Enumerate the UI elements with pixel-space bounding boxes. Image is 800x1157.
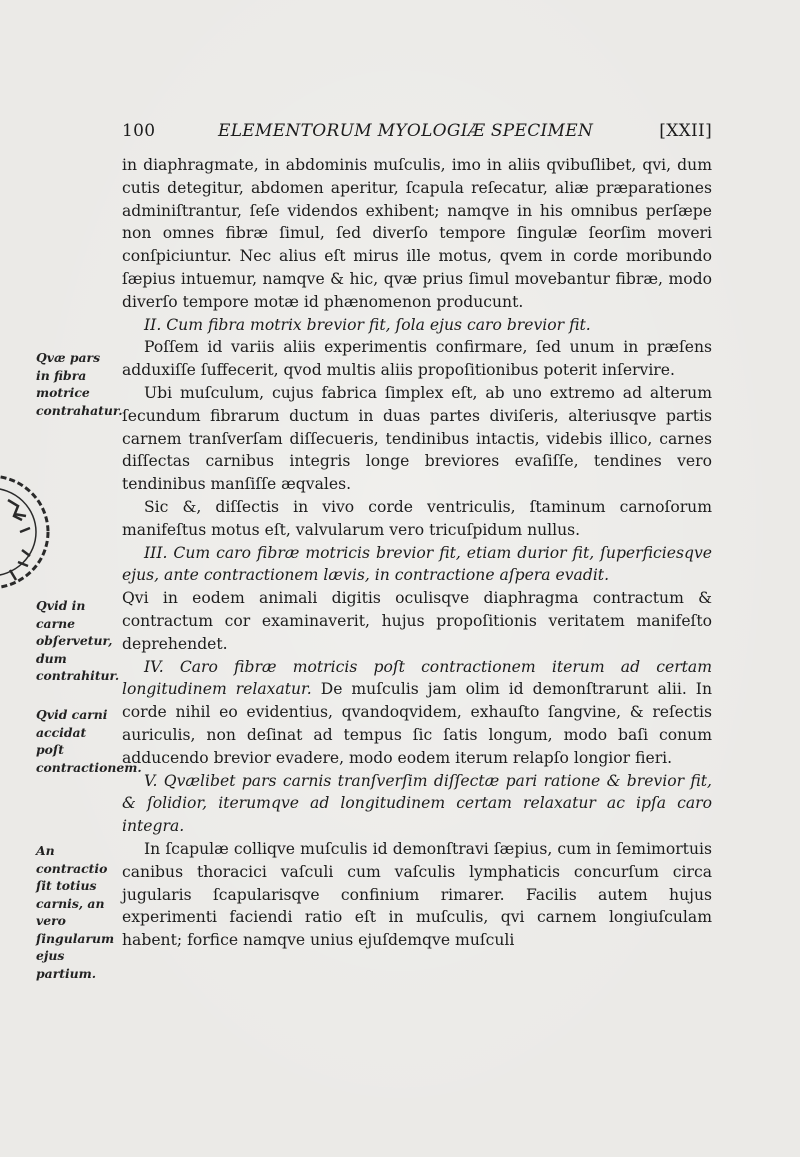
- paragraph: Sic &, diſſectis in vivo corde ventriculis, ſtaminum carnoſorum manifeſtus motus eſt, valvularum vero tricuſpidum nullus.: [122, 497, 712, 539]
- paragraph: in diaphragmate, in abdominis muſculis, imo in aliis qvibuſlibet, qvi, dum cutis detegitur, abdomen aperitur, ſcapula reſecatur, aliæ præparationes adminiſtrantur, ſeſe videndos exhibent; namqve in his omnibus perſæpe non omnes fibræ ſimul, ſed diverſo tempore ſingulæ ſeorſim moveri conſpiciuntur. Nec alius eſt mirus ille motus, qvem in corde moribundo ſæpius intuemur, namqve & hic, qvæ prius ſimul movebantur fibræ, modo diverſo tempore motæ id phænomenon producunt.: [122, 156, 712, 311]
- library-stamp-icon: [0, 470, 60, 600]
- paragraph: In ſcapulæ colliqve muſculis id demonſtravi ſæpius, cum in ſemimortuis canibus thoracici vaſculi cum vaſculis lymphaticis concurſum circa jugularis ſcapularisqve confinium rimarer. Facilis autem hujus experimenti faciendi ratio eſt in muſculis, qvi carnem longiuſculam habent; forfice namqve unius ejuſdemqve muſculi: [122, 839, 712, 950]
- proposition: V. Qvælibet pars carnis tranſverſim diſſectæ pari ratione & brevior fit, & ſolidior, iterumqve ad longitudinem certam relaxatur ac ipſa caro integra.: [122, 771, 712, 836]
- margin-note: Qvid carni accidat poſt contractionem.: [36, 707, 142, 775]
- proposition-with-text: [122, 656, 712, 770]
- proposition: II. Cum fibra motrix brevior fit, ſola ejus caro brevior fit.: [144, 315, 591, 334]
- page-number: 100: [122, 121, 156, 141]
- margin-note: Qvid in carne obſervetur, dum contrahitur.: [36, 598, 120, 683]
- paragraph: Poſſem id variis aliis experimentis confirmare, ſed unum in præſens adduxiſſe ſuffecerit, qvod multis aliis propoſitionibus poterit inſervire.: [122, 338, 712, 380]
- margin-note: Qvæ pars in fibra motrice contrahatur.: [36, 350, 123, 418]
- proposition-tail: De muſculis jam olim id demonſtrarunt alii. In corde nihil eo evidentius, qvandoqvidem, exhauſto ſangvine, & reſectis auriculis, non deſinat ad tempus ſic ſatis longum, modo baſi conum adducendo brevior evadere, modo eodem iterum relapſo longior fieri.: [122, 680, 712, 767]
- paragraph: Qvi in eodem animali digitis oculisqve diaphragma contractum & contractum cor examinaverit, hujus propoſitionis veritatem manifeſto deprehendet.: [122, 589, 712, 653]
- running-title: ELEMENTORUM MYOLOGIÆ SPECIMEN: [218, 121, 594, 141]
- paragraph: Ubi muſculum, cujus fabrica ſimplex eſt, ab uno extremo ad alterum ſecundum fibrarum ductum in duas partes diviſeris, alteriusqve partis carnem tranſverſam diſſecueris, tendinibus intactis, videbis illico, carnes diſſectas carnibus integris longe breviores evaſiſſe, tendines vero tendinibus manſiſſe æqvales.: [122, 383, 712, 494]
- proposition: III. Cum caro fibræ motricis brevior fit, etiam durior fit, ſuperficiesqve ejus, ante contractionem lævis, in contractione aſpera evadit.: [122, 543, 712, 585]
- margin-note: An contractio ſit totius carnis, an vero ſingularum ejus partium.: [36, 843, 115, 981]
- page-header: [122, 121, 712, 147]
- proposition-text: IV. Caro fibræ motricis poſt contractionem iterum ad certam longitudinem relaxatur.: [122, 657, 712, 699]
- body-text: [122, 154, 712, 952]
- section-number: [XXII]: [659, 121, 712, 141]
